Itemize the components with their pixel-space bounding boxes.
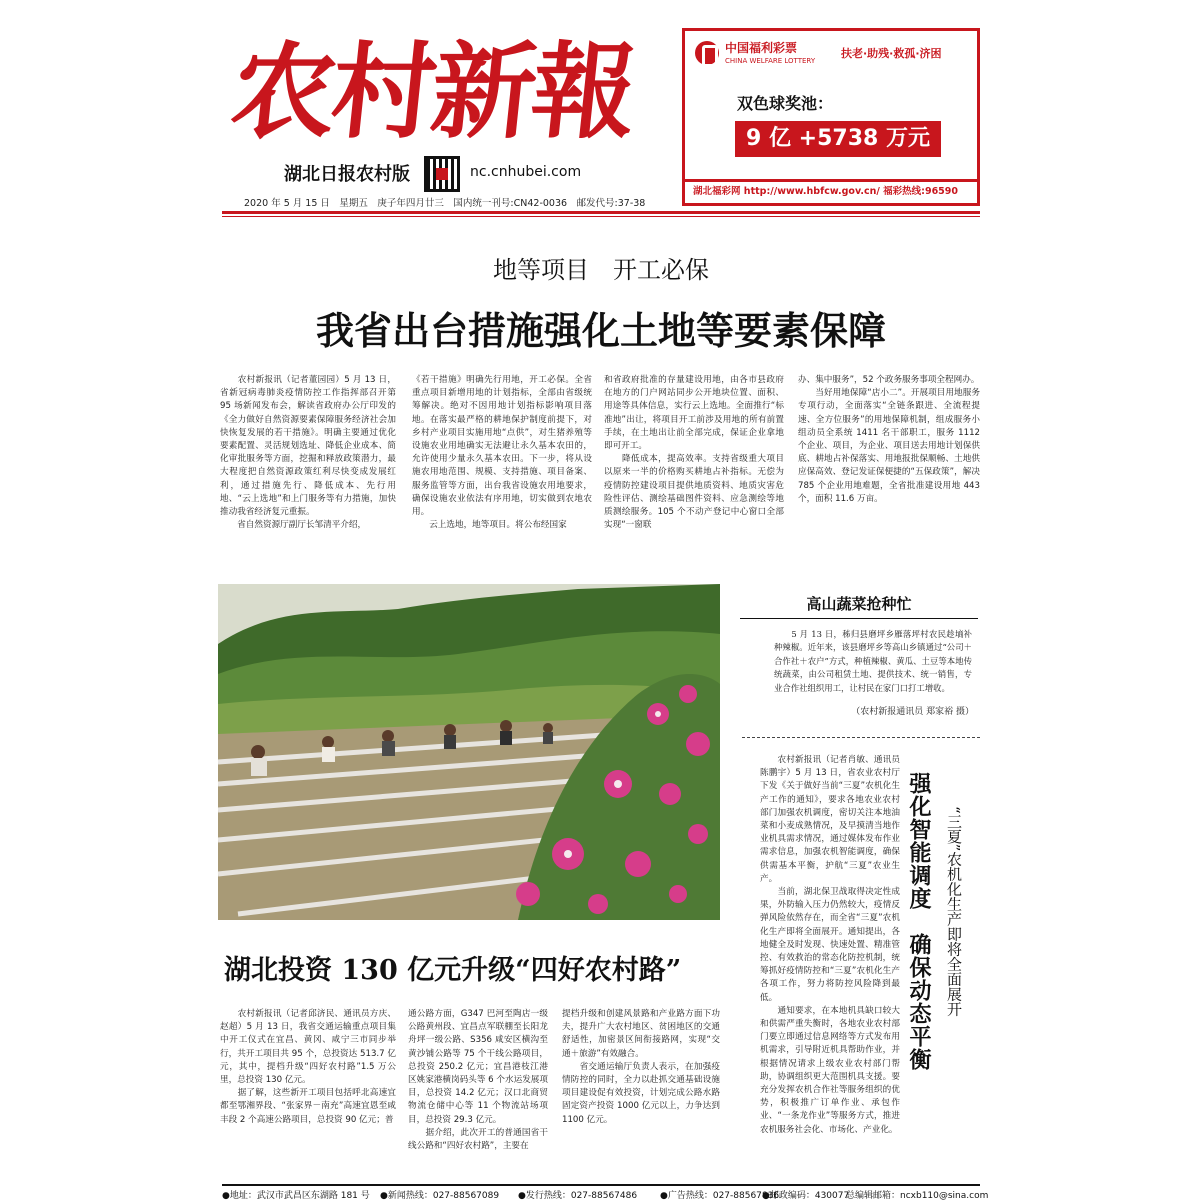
prize-pool-amount: 9 亿 +5738 万元 (735, 121, 941, 157)
side-story-subtitle: “三夏”农机化生产即将全面展开 (945, 806, 963, 1017)
second-column-2: 通公路方面，G347 巴河至陶店一级公路黄州段、宜昌点军联棚至长阳龙舟坪一级公路、S356 咸安区横沟至黄沙铺公路等 75 个干线公路项目，总投资 250.2 亿元；宜昌港枝江港区姚家港横岗码头等 6 个水运发展项目，总投资 14.2 亿元；汉口北商贸物流仓储中心等 11 个物流站场项目，总投资 29.3 亿元。 据介绍，此次开工的普通国省干线公路和“四好农村路”，主要在 (408, 1009, 548, 1152)
masthead-divider-thin (222, 216, 980, 217)
lottery-advertisement[interactable] (682, 28, 980, 206)
website-link[interactable]: nc.cnhubei.com (470, 164, 582, 180)
second-column-3: 提档升级和创建风景路和产业路方面下功夫，提升广大农村地区、贫困地区的交通舒适性，加密景区间衔接路网，实现“交通＋旅游”有效融合。 省交通运输厅负责人表示，在加强疫情防控的同时，全力以赴抓交通基础设施项目建设促有效投资，计划完成公路水路固定资产投资 1000 亿元以上，力争达到 1100 亿元。 (562, 1009, 720, 1125)
masthead-divider (222, 211, 980, 214)
footer-editor-email[interactable]: 总编辑邮箱：ncxb110@sina.com (846, 1191, 989, 1201)
lead-column-2: 《若干措施》明确先行用地，开工必保。全省重点项目新增用地的计划指标，全部由省级统筹解决。绝对不因用地计划指标影响项目落地。在落实最严格的耕地保护制度前提下，对乡村产业项目实施用地“点供”，对生猪养殖等设施农业用地确实无法避让永久基本农田的，允许使用少量永久基本农田。下一步，将从设施农用地范围、规模、支持措施、项目备案、服务监管等方面，出台我省设施农用地要求，确保设施农业依法有序用地，切实做到农地农用。 云上选地，地等项目。将公布经国家 (412, 375, 592, 531)
side-divider (742, 737, 980, 738)
caption-divider (740, 618, 978, 619)
newspaper-masthead: 农村新報 (225, 30, 639, 153)
lead-column-4: 办、集中服务”，52 个政务服务事项全程网办。 当好用地保障“店小二”。开展项目用地服务专项行动，全面落实“全链条跟进、全流程提速、全方位服务”的用地保障机制，组成服务小组动员全系统 1411 名干部职工，服务 1112 个企业、项目，为企业、项目送去用地计划保供底、耕地占补保落实、用地报批保顺畅、土地供应保高效、登记发证保便捷的“五保政策”，解决 785 个企业用地难题，全省批准建设用地 443 个，面积 11.6 万亩。 (798, 375, 980, 504)
side-story-body: 农村新报讯（记者肖敏、通讯员陈鹏宇）5 月 13 日，省农业农村厅下发《关于做好当前“三夏”农机化生产工作的通知》，要求各地农业农村部门加强农机调度，密切关注本地油菜和小麦成熟情况，及早摸清当地作业机具需求情况，通过媒体发布作业需求信息，加强农机智能调度，确保供需基本平衡，护航“三夏”农业生产。 当前，湖北保卫战取得决定性成果，外防输入压力仍然较大，疫情反弹风险依然存在，而全省“三夏”农机化生产即将全面展开。通知提出，各地健全及时发现、快速处置、精准管控、有效救治的常态化防控机制，统筹抓好疫情防控和“三夏”农机化生产各项工作，努力将防控风险降到最低。 通知要求，在本地机具缺口较大和供需严重失衡时，各地农业农村部门要立即通过信息网络等方式发布用机需求，引导附近机具帮助作业，并根据情况请求上级农业农村部门帮助，协调组织更大范围机具支援。要充分发挥农机合作社等服务组织的优势，积极推广订单作业、承包作业、“一条龙作业”等服务方式，推进农机服务社会化、市场化、产业化。 (760, 755, 900, 1135)
farm-field-photo (218, 584, 720, 920)
lead-column-1: 农村新报讯（记者董园园）5 月 13 日，省新冠病毒肺炎疫情防控工作指挥部召开第 95 场新闻发布会，解读省政府办公厅印发的《全力做好自然资源要素保障服务经济社会加快恢复发展的若干措施》。明确主要通过优化要素配置、灵活规划选址、降低企业成本、简化审批服务等方面，挖掘和释放政策潜力，最大程度把自然资源政策红利尽快变成发展红利，通过措施先行、降低成本、先行用地、“云上选地”和上门服务等有力措施，加快推动我省经济复元重振。 省自然资源厅副厅长邹清平介绍， (220, 375, 396, 531)
lottery-name: 中国福利彩票 (725, 41, 798, 55)
footer-ad-hotline: ●广告热线：027-88567836 (660, 1191, 780, 1201)
lead-headline[interactable]: 我省出台措施强化土地等要素保障 (315, 309, 886, 353)
photo-illustration (218, 584, 720, 920)
footer-distribution-hotline: ●发行热线：027-88567486 (518, 1191, 638, 1201)
lead-column-3: 和省政府批准的存量建设用地，由各市县政府在地方的门户网站同步公开地块位置、面积、用途等具体信息，实行云上选地。全面推行“标准地”出让，将项目开工前涉及用地的所有前置手续，在土地出让前全部完成，保证企业拿地即可开工。 降低成本，提高效率。支持省级重大项目以原来一半的价格购买耕地占补指标。无偿为疫情防控建设项目提供地质资料、地质灾害危险性评估、测绘基础图件资料、应急测绘等地质测绘服务。105 个不动产登记中心窗口全部实现“一窗联 (604, 375, 784, 531)
page-footer (222, 1184, 989, 1201)
footer-address: ●地址：武汉市武昌区东湖路 181 号 (222, 1191, 370, 1201)
edition-name: 湖北日报农村版 (284, 164, 410, 185)
lead-kicker: 地等项目 开工必保 (493, 256, 709, 284)
lottery-footer: 湖北福彩网 http://www.hbfcw.gov.cn/ 福彩热线:96590 (685, 179, 977, 203)
footer-postcode: ●邮政编码：430077 (762, 1191, 850, 1201)
lottery-name-en: CHINA WELFARE LOTTERY (725, 57, 816, 65)
dateline: 2020 年 5 月 15 日 星期五 庚子年四月廿三 国内统一刊号:CN42-0036 邮发代号:37-38 (244, 198, 646, 209)
lottery-slogan: 扶老·助残·救孤·济困 (841, 47, 942, 60)
footer-news-hotline: ●新闻热线：027-88567089 (380, 1191, 500, 1201)
qr-code-icon (424, 156, 460, 192)
lottery-logo-icon (695, 41, 719, 65)
second-headline[interactable]: 湖北投资 130 亿元升级“四好农村路” (224, 955, 682, 986)
prize-pool-label: 双色球奖池： (737, 94, 834, 113)
photo-caption-body: 5 月 13 日，秭归县磨坪乡雁落坪村农民趁墒补种辣椒。近年来，该县磨坪乡等高山乡镇通过“公司＋合作社＋农户”方式，种植辣椒、黄瓜、土豆等本地传统蔬菜，由公司租赁土地、提供技术、统一销售，专业合作社组织用工，让村民在家门口打工增收。 (774, 629, 972, 693)
side-story-headline[interactable]: 强化智能调度 确保动态平衡 (906, 772, 932, 1071)
photo-credit: （农村新报通讯员 郑家裕 摄） (851, 707, 974, 717)
second-column-1: 农村新报讯（记者邱济民、通讯员方庆、赵超）5 月 13 日，我省交通运输重点项目集中开工仪式在宜昌、黄冈、咸宁三市同步举行，共开工项目共 95 个，总投资达 513.7 亿元，其中，提档升级“四好农村路”1.5 万公里，总投资 130 亿元。 据了解，这些新开工项目包括呼北高速宜都至鄂湘界段、“张家界－南充”高速宜恩至咸丰段 2 个高速公路项目，总投资 90 亿元；普 (220, 1009, 396, 1125)
photo-caption-title: 高山蔬菜抢种忙 (806, 595, 912, 613)
